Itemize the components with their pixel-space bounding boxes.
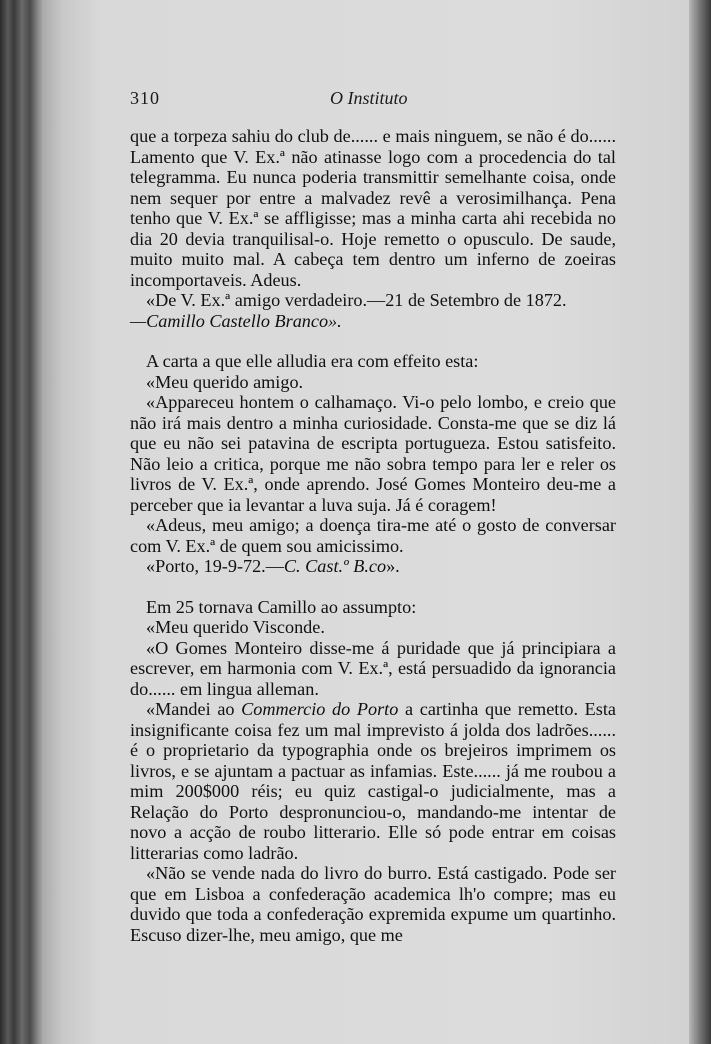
paragraph: «De V. Ex.ª amigo verdadeiro.—21 de Setembro de 1872.: [146, 290, 567, 310]
section-gap: [130, 331, 616, 351]
paragraph: «O Gomes Monteiro disse-me á puridade que já principiara a escrever, em harmonia com V. Ex.ª, está persuadido da ignorancia do...... em lingua alleman.: [130, 637, 616, 699]
paragraph: «Não se vende nada do livro do burro. Está castigado. Pode ser que em Lisboa a confederação academica lh'o compre; mas eu duvido que toda a confederação expremida expume um quartinho. Escuso dizer-lhe, meu amigo, que me: [130, 863, 616, 945]
dateline-date: «Porto, 19-9-72.—: [146, 556, 284, 576]
signature-line: —Camillo Castello Branco».: [130, 310, 342, 331]
text-run: «Mandei ao: [146, 699, 242, 719]
page-body: [130, 126, 616, 945]
paragraph: «Meu querido amigo.: [146, 371, 304, 392]
dateline-close: ».: [386, 556, 400, 576]
paragraph: que a torpeza sahiu do club de...... e mais ninguem, se não é do...... Lamento que V. Ex.ª não atinasse logo com a procedencia do tal telegramma. Eu nunca poderia transmittir semelhante coisa, onde nem sequer por entre a malvadez revê a verosimilhança. Pena tenho que V. Ex.ª se affligisse; mas a minha carta ahi recebida no dia 20 devia tranquilisal-o. Hoje remetto o opusculo. De saude, muito muito mal. A cabeça tem dentro um inferno de zoeiras incomportaveis. Adeus.: [130, 126, 616, 290]
paragraph: Em 25 tornava Camillo ao assumpto:: [146, 596, 417, 617]
newspaper-title: Commercio do Porto: [241, 699, 399, 719]
dateline-signature: C. Cast.º B.co: [283, 556, 387, 576]
paragraph: [130, 699, 616, 863]
text-run: a cartinha que remetto. Esta insignificante coisa fez um mal imprevisto á jolda dos ladrões...... é o proprietario da typographia onde os brejeiros imprimem os livros, e se ajuntam a pactuar as infamias. Este...... já me roubou a mim 200$000 réis; eu quiz castigal-o judicialmente, mas a Relação do Porto despronunciou-o, mandando-me intentar de novo a acção de roubo litterario. Elle só pode entrar em coisas litterarias como ladrão.: [130, 699, 616, 863]
book-right-edge: [689, 0, 711, 1044]
paragraph: «Meu querido Visconde.: [146, 617, 325, 637]
page-number: 310: [130, 88, 160, 108]
book-spine-edge: [0, 0, 42, 1044]
dateline: [130, 556, 616, 577]
paragraph: A carta a que elle alludia era com effeito esta:: [146, 351, 479, 371]
running-title: O Instituto: [330, 88, 408, 108]
paragraph: «Adeus, meu amigo; a doença tira-me até o gosto de conversar com V. Ex.ª de quem sou amicissimo.: [130, 515, 616, 556]
section-gap: [130, 577, 616, 597]
paragraph: «Appareceu hontem o calhamaço. Vi-o pelo lombo, e creio que não irá mais dentro a minha curiosidade. Consta-me que se diz lá que eu não sei patavina de escripta portugueza. Estou satisfeito. Não leio a critica, porque me não sobra tempo para ler e reler os livros de V. Ex.ª, onde aprendo. José Gomes Monteiro deu-me a perceber que ia levantar a luva suja. Já é coragem!: [130, 392, 616, 515]
